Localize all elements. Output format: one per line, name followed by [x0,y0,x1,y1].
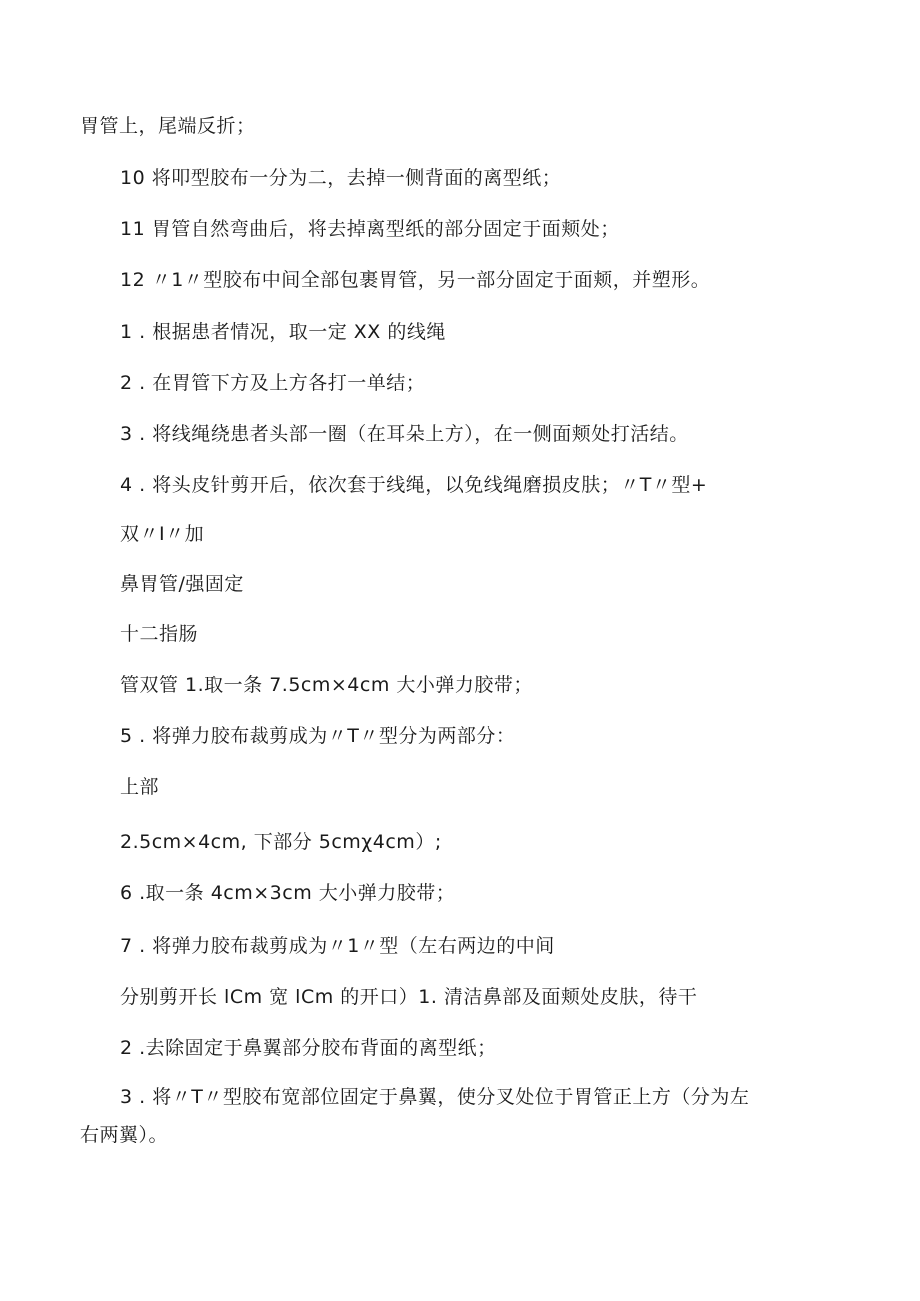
text-line: 1 . 根据患者情况，取一定 XX 的线绳 [120,321,446,343]
text-line: 右两翼）。 [80,1124,169,1146]
text-line: 十二指肠 [120,623,199,645]
text-line: 2 .去除固定于鼻翼部分胶布背面的离型纸； [120,1037,497,1059]
text-line: 12 〃1〃型胶布中间全部包裹胃管，另一部分固定于面颊，并塑形。 [120,269,711,291]
text-line: 胃管上，尾端反折； [80,115,256,137]
text-line: 上部 [120,776,160,798]
text-line: 7 . 将弹力胶布裁剪成为〃1〃型（左右两边的中间 [120,935,555,957]
text-line: 3 . 将线绳绕患者头部一圈（在耳朵上方），在一侧面颊处打活结。 [120,423,689,445]
text-line: 3 . 将〃T〃型胶布宽部位固定于鼻翼，使分叉处位于胃管正上方（分为左 [120,1086,750,1108]
text-line: 鼻胃管/强固定 [120,573,244,595]
text-line: 10 将叩型胶布一分为二，去掉一侧背面的离型纸； [120,167,562,189]
text-line: 双〃I〃加 [120,523,205,545]
text-line: 2.5cm×4cm, 下部分 5cmχ4cm）; [120,831,442,853]
text-line: 2 . 在胃管下方及上方各打一单结； [120,372,426,394]
text-line: 6 .取一条 4cm×3cm 大小弹力胶带； [120,882,456,904]
text-line: 5 . 将弹力胶布裁剪成为〃T〃型分为两部分： [120,725,516,747]
text-line: 管双管 1.取一条 7.5cm×4cm 大小弹力胶带； [120,674,533,696]
text-line: 4 . 将头皮针剪开后，依次套于线绳，以免线绳磨损皮肤；〃T〃型+ [120,474,708,496]
text-line: 分别剪开长 lCm 宽 lCm 的开口）1. 清洁鼻部及面颊处皮肤，待干 [120,986,698,1008]
text-line: 11 胃管自然弯曲后，将去掉离型纸的部分固定于面颊处； [120,218,620,240]
